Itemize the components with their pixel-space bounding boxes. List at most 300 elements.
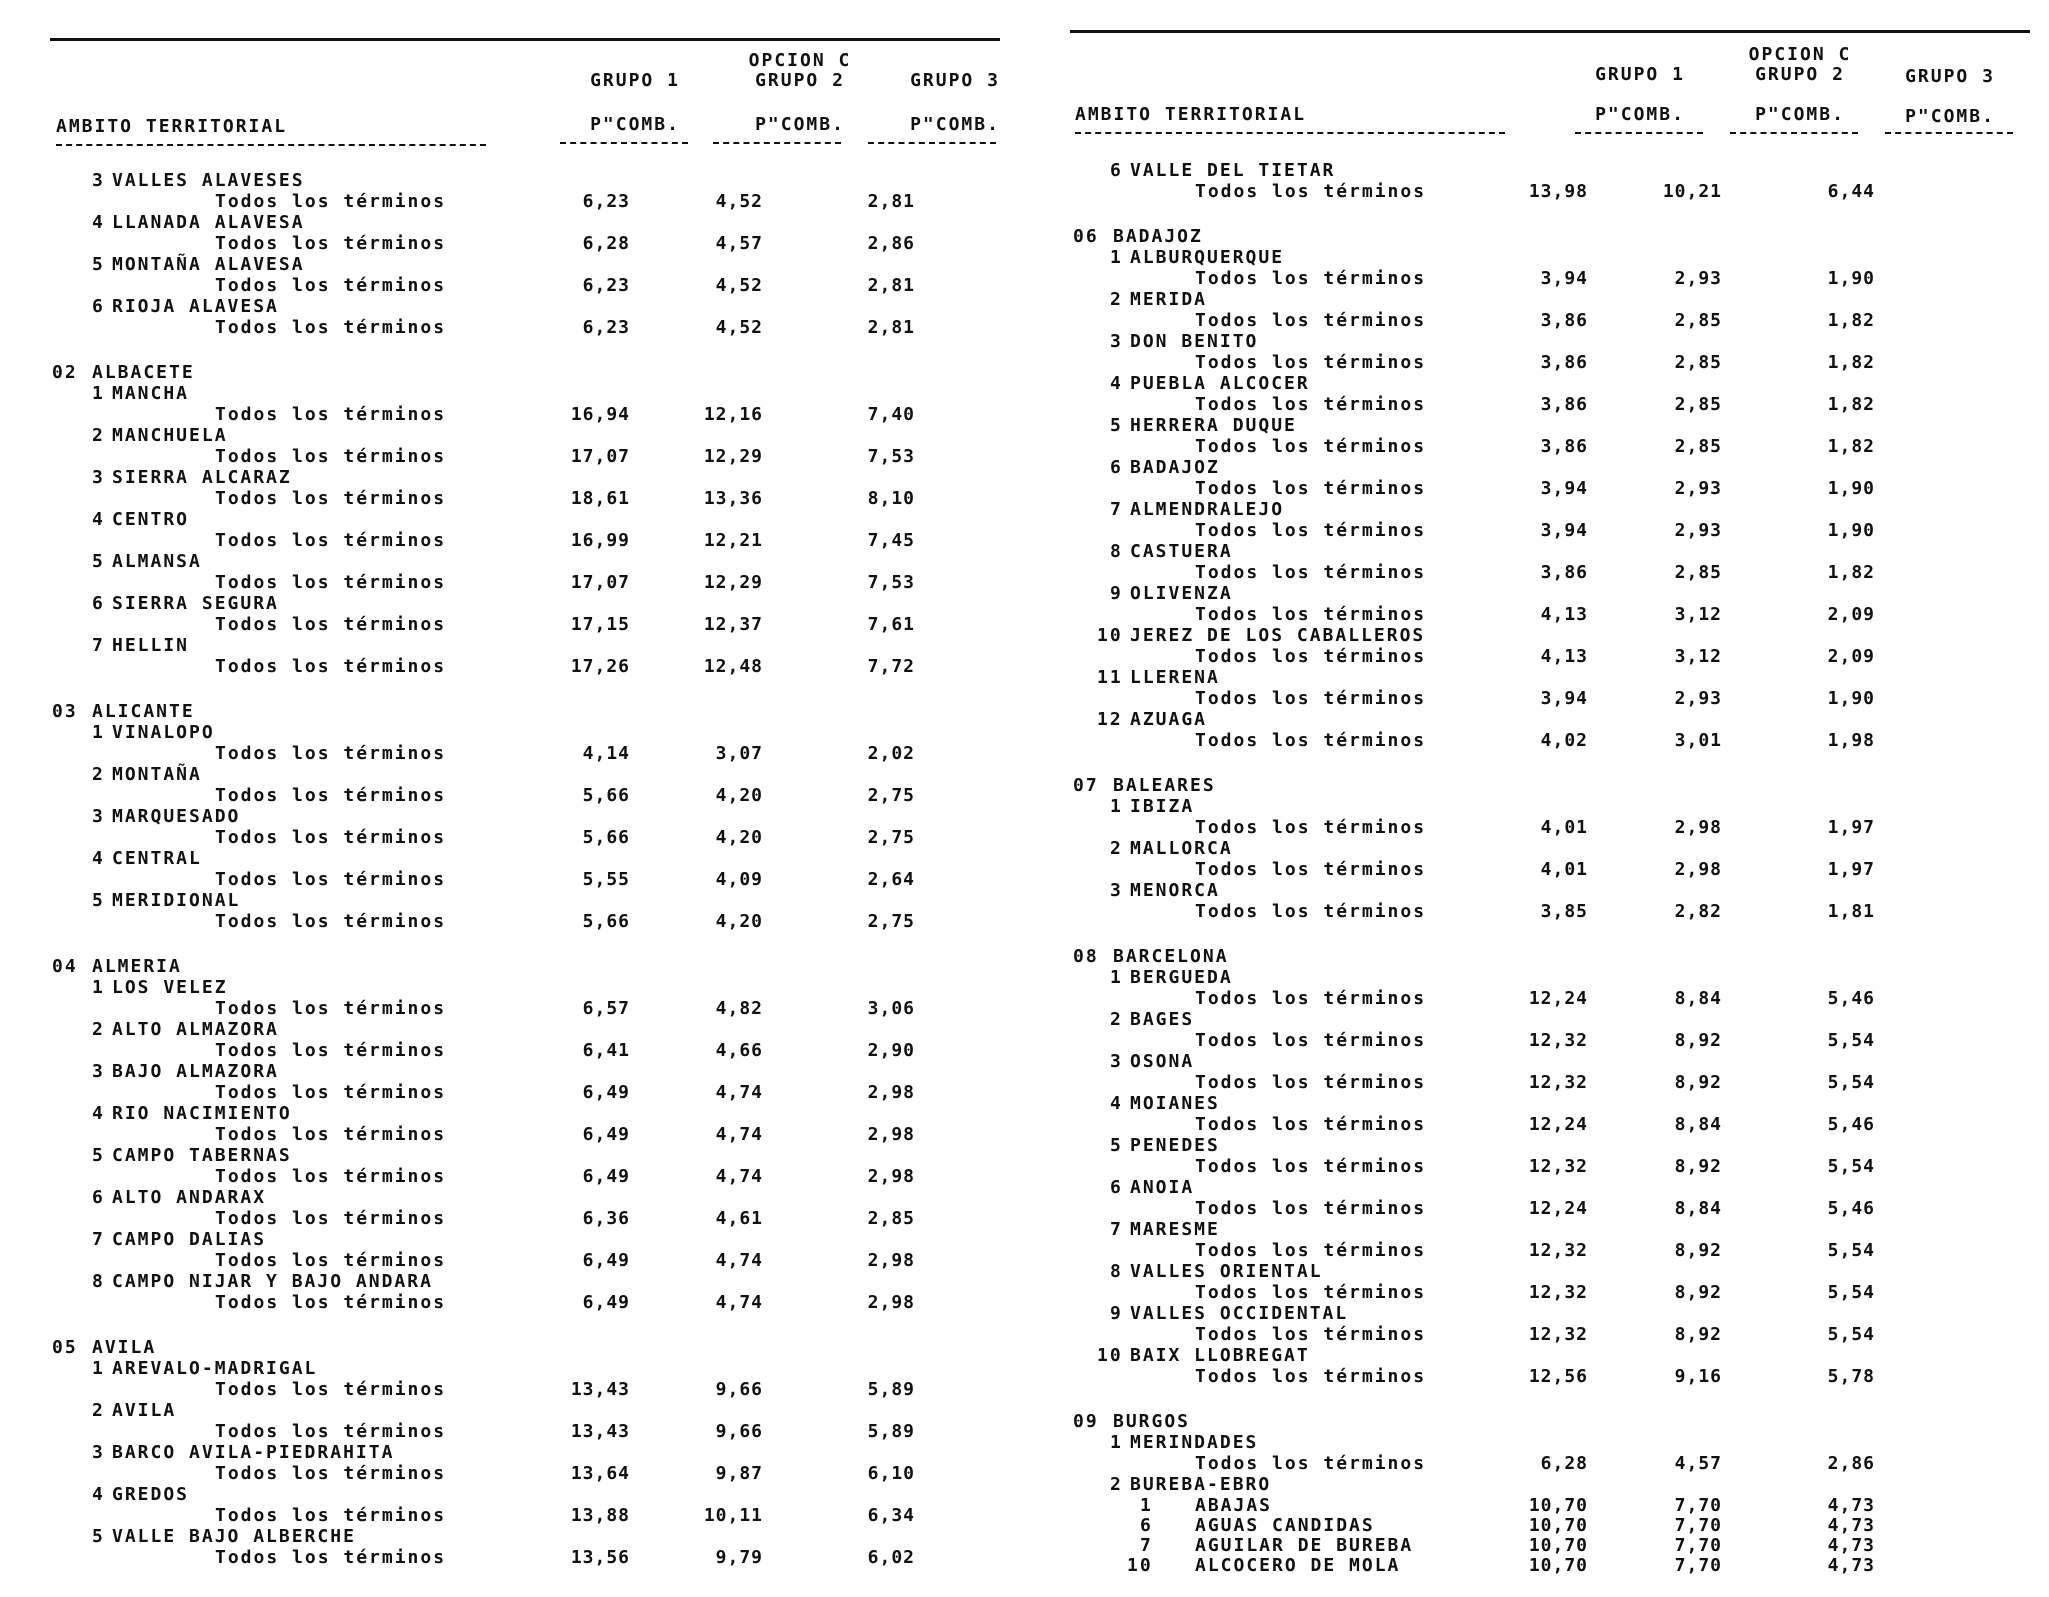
value-grupo1: 6,49 (582, 1166, 630, 1187)
province-heading (50, 1337, 1000, 1358)
value-grupo2: 13,36 (703, 488, 763, 509)
header-pcomb-3: P"COMB. (1905, 106, 1995, 127)
value-grupo1: 10,70 (1528, 1555, 1588, 1576)
zone-values-row (50, 998, 1000, 1019)
province-code: 02 (52, 362, 78, 383)
value-grupo1: 17,15 (570, 614, 630, 635)
zone-code: 7 (1110, 1219, 1123, 1240)
zone-name: JEREZ DE LOS CABALLEROS (1130, 625, 1426, 646)
zone-values-row (50, 275, 1000, 296)
value-grupo2: 4,20 (715, 827, 763, 848)
value-grupo1: 3,94 (1540, 478, 1588, 499)
zone-code: 2 (92, 1400, 105, 1421)
value-grupo2: 12,37 (703, 614, 763, 635)
value-grupo2: 12,48 (703, 656, 763, 677)
value-grupo3: 1,82 (1827, 562, 1875, 583)
zone-name: SIERRA ALCARAZ (112, 467, 292, 488)
zone-values-row (50, 1292, 1000, 1313)
zone-name: BUREBA-EBRO (1130, 1474, 1272, 1495)
value-grupo2: 10,11 (703, 1505, 763, 1526)
zone-heading (50, 722, 1000, 743)
value-grupo1: 5,66 (582, 911, 630, 932)
zone-name: CENTRAL (112, 848, 202, 869)
zone-values-row (50, 1124, 1000, 1145)
zone-values-row (50, 614, 1000, 635)
value-grupo2: 8,92 (1674, 1030, 1722, 1051)
value-grupo3: 2,86 (1827, 1453, 1875, 1474)
zone-name: MONTAÑA ALAVESA (112, 254, 305, 275)
value-grupo3: 4,73 (1827, 1515, 1875, 1536)
header-rule-grupo2 (1730, 132, 1858, 134)
todos-label: Todos los términos (215, 1421, 447, 1442)
value-grupo3: 2,85 (867, 1208, 915, 1229)
zone-heading (50, 254, 1000, 275)
value-grupo1: 3,86 (1540, 394, 1588, 415)
zone-code: 2 (92, 764, 105, 785)
value-grupo1: 18,61 (570, 488, 630, 509)
province-name: ALBACETE (92, 362, 195, 383)
value-grupo3: 1,90 (1827, 520, 1875, 541)
zone-values-row (50, 572, 1000, 593)
todos-label: Todos los términos (215, 572, 447, 593)
zone-name: AZUAGA (1130, 709, 1208, 730)
value-grupo1: 3,86 (1540, 562, 1588, 583)
zone-code: 8 (1110, 1261, 1123, 1282)
zone-code: 7 (92, 635, 105, 656)
zone-code: 1 (92, 383, 105, 404)
zone-code: 7 (1110, 499, 1123, 520)
value-grupo2: 12,29 (703, 446, 763, 467)
todos-label: Todos los términos (1195, 181, 1427, 202)
zone-name: MOIANES (1130, 1093, 1220, 1114)
value-grupo3: 4,73 (1827, 1495, 1875, 1516)
zone-values-row (1070, 562, 2030, 583)
zone-values-row (50, 827, 1000, 848)
zone-name: BAJO ALMAZORA (112, 1061, 279, 1082)
todos-label: Todos los términos (1195, 1453, 1427, 1474)
value-grupo3: 2,09 (1827, 604, 1875, 625)
value-grupo2: 4,82 (715, 998, 763, 1019)
province-name: ALMERIA (92, 956, 182, 977)
value-grupo2: 12,16 (703, 404, 763, 425)
todos-label: Todos los términos (1195, 1072, 1427, 1093)
zone-name: IBIZA (1130, 796, 1195, 817)
value-grupo3: 7,45 (867, 530, 915, 551)
value-grupo2: 9,66 (715, 1421, 763, 1442)
zone-heading (50, 551, 1000, 572)
value-grupo3: 2,81 (867, 191, 915, 212)
value-grupo3: 1,90 (1827, 268, 1875, 289)
zone-heading (1070, 709, 2030, 730)
zone-code: 5 (92, 254, 105, 275)
zone-heading (50, 1145, 1000, 1166)
header-grupo1: GRUPO 1 (1595, 64, 1685, 85)
province-heading (1070, 1411, 2030, 1432)
value-grupo1: 13,43 (570, 1379, 630, 1400)
zone-name: CASTUERA (1130, 541, 1233, 562)
value-grupo1: 5,66 (582, 785, 630, 806)
zone-code: 4 (92, 509, 105, 530)
todos-label: Todos los términos (215, 446, 447, 467)
zone-values-row (50, 1082, 1000, 1103)
todos-label: Todos los términos (1195, 730, 1427, 751)
zone-code: 8 (1110, 541, 1123, 562)
zone-values-row (50, 1208, 1000, 1229)
zone-heading (1070, 1474, 2030, 1495)
value-grupo2: 2,98 (1674, 859, 1722, 880)
zone-heading (50, 806, 1000, 827)
zone-name: MARQUESADO (112, 806, 241, 827)
zone-heading (1070, 967, 2030, 988)
value-grupo1: 10,70 (1528, 1495, 1588, 1516)
zone-name: GREDOS (112, 1484, 190, 1505)
zone-name: ALTO ALMAZORA (112, 1019, 279, 1040)
province-heading (1070, 226, 2030, 247)
todos-label: Todos los términos (1195, 1240, 1427, 1261)
value-grupo2: 7,70 (1674, 1515, 1722, 1536)
zone-code: 9 (1110, 1303, 1123, 1324)
zone-values-row (1070, 859, 2030, 880)
todos-label: Todos los términos (215, 1463, 447, 1484)
left-table-body (50, 170, 1000, 1568)
zone-heading (50, 467, 1000, 488)
zone-values-row (1070, 1324, 2030, 1345)
value-grupo1: 12,24 (1528, 1114, 1588, 1135)
zone-values-row (50, 191, 1000, 212)
value-grupo2: 2,98 (1674, 817, 1722, 838)
zone-name: HERRERA DUQUE (1130, 415, 1297, 436)
todos-label: Todos los términos (215, 614, 447, 635)
zone-heading (1070, 1303, 2030, 1324)
province-code: 03 (52, 701, 78, 722)
zone-heading (1070, 1345, 2030, 1366)
value-grupo3: 2,64 (867, 869, 915, 890)
zone-values-row (1070, 1072, 2030, 1093)
value-grupo2: 12,21 (703, 530, 763, 551)
province-name: BURGOS (1113, 1411, 1191, 1432)
zone-name: MARESME (1130, 1219, 1220, 1240)
zone-values-row (1070, 817, 2030, 838)
value-grupo1: 13,98 (1528, 181, 1588, 202)
zone-values-row (50, 1040, 1000, 1061)
province-code: 05 (52, 1337, 78, 1358)
value-grupo1: 6,28 (582, 233, 630, 254)
value-grupo2: 7,70 (1674, 1555, 1722, 1576)
zone-code: 3 (1110, 331, 1123, 352)
value-grupo2: 4,74 (715, 1166, 763, 1187)
value-grupo2: 9,79 (715, 1547, 763, 1568)
right-page (1070, 0, 2030, 1597)
value-grupo2: 8,92 (1674, 1282, 1722, 1303)
header-grupo3: GRUPO 3 (910, 70, 1000, 91)
term-row (1070, 1495, 2030, 1515)
todos-label: Todos los términos (1195, 1324, 1427, 1345)
zone-name: VALLES OCCIDENTAL (1130, 1303, 1349, 1324)
zone-heading (50, 1526, 1000, 1547)
todos-label: Todos los términos (215, 1292, 447, 1313)
value-grupo1: 6,23 (582, 317, 630, 338)
zone-code: 1 (1110, 1432, 1123, 1453)
todos-label: Todos los términos (1195, 394, 1427, 415)
header-rule-ambito (1075, 132, 1505, 134)
zone-values-row (50, 743, 1000, 764)
zone-heading (1070, 373, 2030, 394)
value-grupo2: 2,82 (1674, 901, 1722, 922)
value-grupo2: 2,85 (1674, 310, 1722, 331)
value-grupo3: 1,97 (1827, 859, 1875, 880)
zone-name: OSONA (1130, 1051, 1195, 1072)
term-code: 1 (1140, 1495, 1153, 1516)
value-grupo3: 3,06 (867, 998, 915, 1019)
zone-code: 5 (92, 551, 105, 572)
zone-code: 1 (92, 722, 105, 743)
zone-name: MENORCA (1130, 880, 1220, 901)
zone-code: 4 (92, 212, 105, 233)
value-grupo3: 1,98 (1827, 730, 1875, 751)
zone-name: BAIX LLOBREGAT (1130, 1345, 1310, 1366)
value-grupo1: 17,07 (570, 572, 630, 593)
zone-heading (50, 1229, 1000, 1250)
value-grupo3: 5,54 (1827, 1324, 1875, 1345)
value-grupo3: 5,46 (1827, 988, 1875, 1009)
value-grupo3: 6,10 (867, 1463, 915, 1484)
zone-heading (1070, 247, 2030, 268)
value-grupo3: 7,40 (867, 404, 915, 425)
todos-label: Todos los términos (1195, 478, 1427, 499)
value-grupo1: 6,49 (582, 1250, 630, 1271)
zone-heading (1070, 1177, 2030, 1198)
zone-code: 1 (92, 977, 105, 998)
zone-name: MALLORCA (1130, 838, 1233, 859)
zone-values-row (1070, 1366, 2030, 1387)
value-grupo1: 12,24 (1528, 988, 1588, 1009)
value-grupo1: 12,24 (1528, 1198, 1588, 1219)
value-grupo2: 4,74 (715, 1082, 763, 1103)
todos-label: Todos los términos (215, 488, 447, 509)
value-grupo1: 4,01 (1540, 817, 1588, 838)
zone-code: 6 (92, 1187, 105, 1208)
value-grupo3: 2,75 (867, 785, 915, 806)
todos-label: Todos los términos (1195, 988, 1427, 1009)
term-row (1070, 1555, 2030, 1575)
zone-code: 3 (92, 1061, 105, 1082)
zone-name: CENTRO (112, 509, 190, 530)
province-code: 06 (1073, 226, 1099, 247)
value-grupo2: 2,85 (1674, 436, 1722, 457)
todos-label: Todos los términos (215, 998, 447, 1019)
zone-code: 2 (92, 1019, 105, 1040)
zone-code: 1 (1110, 967, 1123, 988)
todos-label: Todos los términos (1195, 688, 1427, 709)
zone-values-row (50, 404, 1000, 425)
zone-values-row (50, 869, 1000, 890)
zone-heading (1070, 1432, 2030, 1453)
zone-values-row (50, 911, 1000, 932)
province-code: 08 (1073, 946, 1099, 967)
zone-heading (1070, 499, 2030, 520)
zone-name: AVILA (112, 1400, 177, 1421)
value-grupo2: 8,84 (1674, 1198, 1722, 1219)
value-grupo2: 4,09 (715, 869, 763, 890)
zone-code: 3 (92, 1442, 105, 1463)
zone-values-row (1070, 1453, 2030, 1474)
zone-values-row (1070, 1114, 2030, 1135)
value-grupo1: 17,26 (570, 656, 630, 677)
value-grupo1: 4,02 (1540, 730, 1588, 751)
term-row (1070, 1515, 2030, 1535)
value-grupo3: 2,75 (867, 911, 915, 932)
zone-name: VINALOPO (112, 722, 215, 743)
todos-label: Todos los términos (215, 233, 447, 254)
zone-code: 4 (92, 1103, 105, 1124)
zone-name: RIO NACIMIENTO (112, 1103, 292, 1124)
value-grupo2: 4,61 (715, 1208, 763, 1229)
value-grupo3: 5,54 (1827, 1240, 1875, 1261)
zone-values-row (1070, 688, 2030, 709)
value-grupo2: 12,29 (703, 572, 763, 593)
todos-label: Todos los términos (1195, 901, 1427, 922)
province-name: BADAJOZ (1113, 226, 1203, 247)
value-grupo3: 5,46 (1827, 1114, 1875, 1135)
zone-heading (50, 1187, 1000, 1208)
todos-label: Todos los términos (215, 1379, 447, 1400)
province-code: 07 (1073, 775, 1099, 796)
zone-code: 3 (92, 806, 105, 827)
zone-values-row (50, 1250, 1000, 1271)
zone-heading (1070, 796, 2030, 817)
zone-name: VALLE DEL TIETAR (1130, 160, 1336, 181)
zone-heading (1070, 838, 2030, 859)
zone-name: VALLES ALAVESES (112, 170, 305, 191)
todos-label: Todos los términos (215, 827, 447, 848)
zone-code: 1 (92, 1358, 105, 1379)
zone-heading (50, 383, 1000, 404)
value-grupo3: 2,98 (867, 1082, 915, 1103)
header-rule-grupo3 (868, 142, 996, 144)
zone-code: 2 (92, 425, 105, 446)
zone-name: BADAJOZ (1130, 457, 1220, 478)
todos-label: Todos los términos (1195, 562, 1427, 583)
todos-label: Todos los términos (215, 785, 447, 806)
todos-label: Todos los términos (1195, 436, 1427, 457)
value-grupo1: 6,49 (582, 1124, 630, 1145)
zone-heading (50, 212, 1000, 233)
value-grupo2: 9,87 (715, 1463, 763, 1484)
todos-label: Todos los términos (215, 191, 447, 212)
todos-label: Todos los términos (215, 404, 447, 425)
zone-code: 1 (1110, 247, 1123, 268)
value-grupo2: 10,21 (1662, 181, 1722, 202)
zone-name: CAMPO TABERNAS (112, 1145, 292, 1166)
zone-code: 6 (92, 593, 105, 614)
zone-values-row (1070, 604, 2030, 625)
term-row (1070, 1535, 2030, 1555)
todos-label: Todos los términos (215, 1505, 447, 1526)
todos-label: Todos los términos (1195, 817, 1427, 838)
value-grupo3: 5,54 (1827, 1072, 1875, 1093)
value-grupo1: 13,88 (570, 1505, 630, 1526)
zone-code: 3 (1110, 880, 1123, 901)
value-grupo2: 8,92 (1674, 1156, 1722, 1177)
header-grupo3: GRUPO 3 (1905, 66, 1995, 87)
zone-name: AREVALO-MADRIGAL (112, 1358, 318, 1379)
zone-values-row (1070, 520, 2030, 541)
zone-values-row (50, 1463, 1000, 1484)
value-grupo1: 13,43 (570, 1421, 630, 1442)
zone-code: 2 (1110, 1009, 1123, 1030)
zone-code: 5 (92, 890, 105, 911)
zone-code: 4 (92, 1484, 105, 1505)
value-grupo1: 12,32 (1528, 1324, 1588, 1345)
value-grupo2: 2,85 (1674, 352, 1722, 373)
value-grupo1: 3,94 (1540, 688, 1588, 709)
zone-values-row (50, 1379, 1000, 1400)
zone-values-row (50, 233, 1000, 254)
value-grupo1: 6,57 (582, 998, 630, 1019)
zone-code: 5 (92, 1526, 105, 1547)
zone-heading (1070, 1261, 2030, 1282)
value-grupo1: 16,99 (570, 530, 630, 551)
value-grupo3: 5,54 (1827, 1282, 1875, 1303)
zone-name: OLIVENZA (1130, 583, 1233, 604)
value-grupo1: 3,85 (1540, 901, 1588, 922)
value-grupo1: 12,32 (1528, 1072, 1588, 1093)
header-pcomb-2: P"COMB. (1755, 104, 1845, 125)
value-grupo1: 6,23 (582, 191, 630, 212)
zone-code: 1 (1110, 796, 1123, 817)
term-code: 6 (1140, 1515, 1153, 1536)
value-grupo1: 10,70 (1528, 1535, 1588, 1556)
value-grupo3: 5,54 (1827, 1030, 1875, 1051)
value-grupo2: 4,74 (715, 1250, 763, 1271)
value-grupo3: 2,98 (867, 1292, 915, 1313)
todos-label: Todos los términos (215, 317, 447, 338)
value-grupo1: 6,23 (582, 275, 630, 296)
zone-heading (50, 509, 1000, 530)
zone-name: DON BENITO (1130, 331, 1259, 352)
value-grupo3: 2,81 (867, 317, 915, 338)
zone-heading (1070, 1093, 2030, 1114)
header-opcion: OPCION C (1748, 44, 1852, 65)
zone-name: LLERENA (1130, 667, 1220, 688)
zone-values-row (1070, 478, 2030, 499)
value-grupo3: 5,46 (1827, 1198, 1875, 1219)
todos-label: Todos los términos (215, 656, 447, 677)
zone-heading (1070, 880, 2030, 901)
value-grupo3: 7,72 (867, 656, 915, 677)
zone-code: 4 (92, 848, 105, 869)
zone-values-row (50, 1547, 1000, 1568)
value-grupo2: 8,84 (1674, 988, 1722, 1009)
value-grupo1: 5,66 (582, 827, 630, 848)
value-grupo3: 1,90 (1827, 688, 1875, 709)
zone-heading (50, 1061, 1000, 1082)
province-heading (1070, 775, 2030, 796)
zone-values-row (1070, 268, 2030, 289)
left-page (50, 0, 1000, 1597)
value-grupo1: 12,32 (1528, 1240, 1588, 1261)
zone-name: BARCO AVILA-PIEDRAHITA (112, 1442, 395, 1463)
zone-code: 7 (92, 1229, 105, 1250)
zone-name: ALTO ANDARAX (112, 1187, 267, 1208)
value-grupo3: 7,53 (867, 446, 915, 467)
zone-values-row (50, 317, 1000, 338)
province-code: 09 (1073, 1411, 1099, 1432)
value-grupo3: 2,98 (867, 1124, 915, 1145)
zone-values-row (1070, 988, 2030, 1009)
value-grupo1: 12,32 (1528, 1282, 1588, 1303)
zone-heading (50, 977, 1000, 998)
